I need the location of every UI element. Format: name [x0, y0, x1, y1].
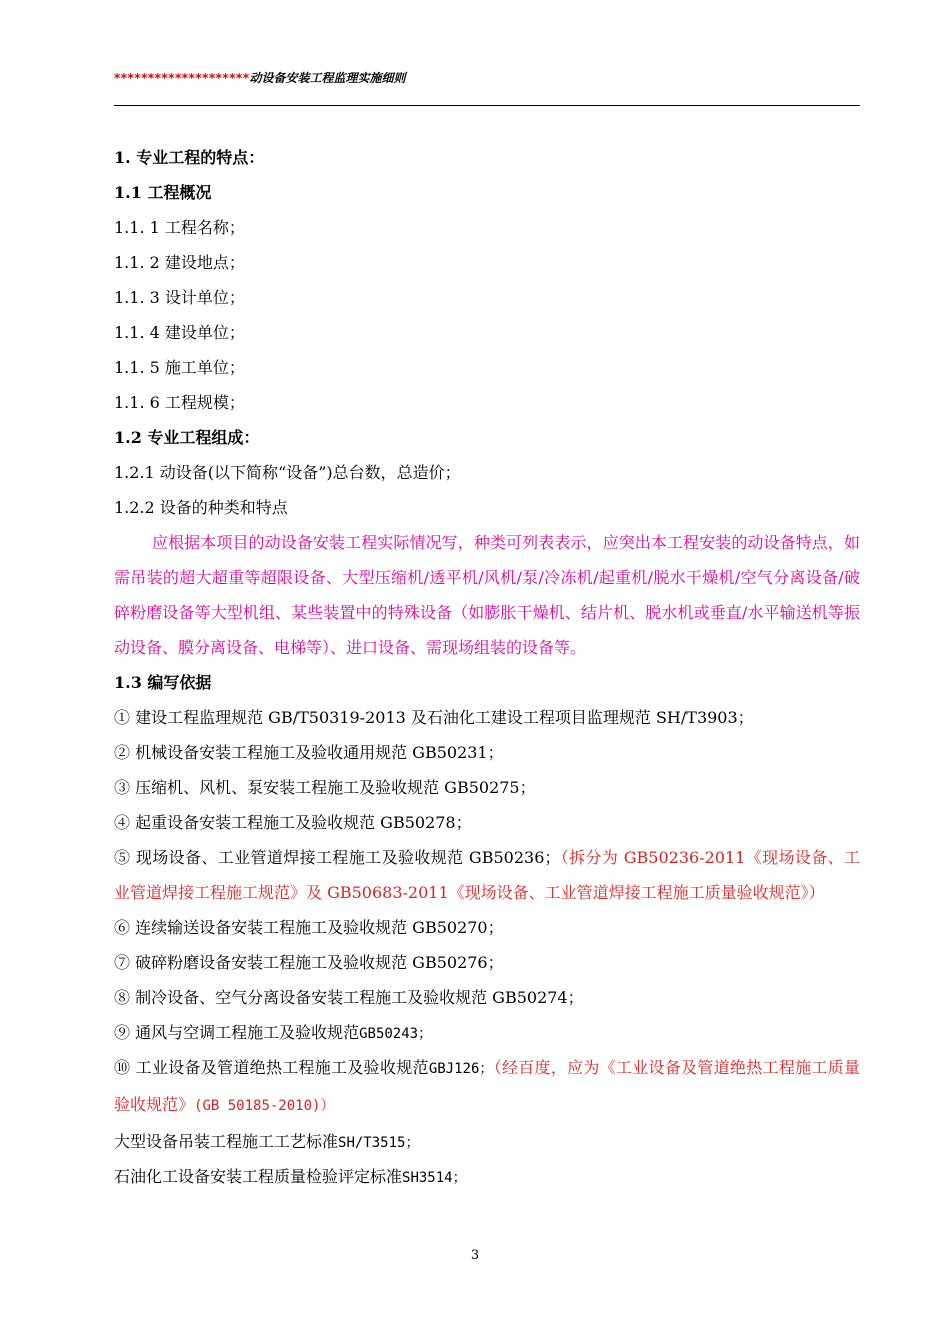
basis-item-12-code: SH3514；: [402, 1170, 467, 1186]
basis-item-10-note: （经百度，应为《工业设备及管道绝热工程施工质量验收规范》: [114, 1058, 860, 1114]
basis-item-8: ⑧ 制冷设备、空气分离设备安装工程施工及验收规范 GB50274；: [114, 988, 584, 1007]
heading-1-1: 1.1 工程概况: [114, 183, 212, 202]
basis-item-10-text: ⑩ 工业设备及管道绝热工程施工及验收规范: [114, 1058, 429, 1077]
basis-item-3: ③ 压缩机、风机、泵安装工程施工及验收规范 GB50275；: [114, 778, 536, 797]
basis-item-9: [114, 1015, 860, 1050]
heading-1-2: 1.2 专业工程组成：: [114, 428, 260, 447]
page-header: [114, 64, 860, 92]
item-1-2-1: 1.2.1 动设备(以下简称“设备”)总台数，总造价；: [114, 463, 461, 482]
basis-item-11-text: 大型设备吊装工程施工工艺标准: [114, 1132, 339, 1151]
basis-item-10-code: GBJ126；: [428, 1061, 494, 1077]
header-title: 动设备安装工程监理实施细则: [249, 71, 406, 85]
basis-item-9-text: ⑨ 通风与空调工程施工及验收规范: [114, 1023, 360, 1042]
item-1-1-4: 1.1. 4 建设单位；: [114, 323, 245, 342]
basis-item-10-note-code: (GB 50185-2010)）: [194, 1098, 335, 1114]
heading-1-3: 1.3 编写依据: [114, 673, 212, 692]
document-body: [114, 140, 860, 1194]
basis-item-7: ⑦ 破碎粉磨设备安装工程施工及验收规范 GB50276；: [114, 953, 504, 972]
basis-item-4: ④ 起重设备安装工程施工及验收规范 GB50278；: [114, 813, 472, 832]
basis-item-11-code: SH/T3515；: [338, 1135, 420, 1151]
basis-item-12: [114, 1159, 860, 1194]
basis-item-1: ① 建设工程监理规范 GB/T50319-2013 及石油化工建设工程项目监理规范 SH/T3903；: [114, 708, 754, 727]
item-1-1-6: 1.1. 6 工程规模；: [114, 393, 245, 412]
basis-item-5: [114, 840, 860, 910]
item-1-2-2: 1.2.2 设备的种类和特点: [114, 498, 288, 517]
basis-item-5-note: （拆分为 GB50236-2011《现场设备、工业管道焊接工程施工规范》及 GB50683-2011《现场设备、工业管道焊接工程施工质量验收规范》）: [114, 848, 860, 902]
basis-item-10: [114, 1050, 860, 1124]
basis-item-6: ⑥ 连续输送设备安装工程施工及验收规范 GB50270；: [114, 918, 504, 937]
basis-item-12-text: 石油化工设备安装工程质量检验评定标准: [114, 1167, 403, 1186]
note-equipment-types: 应根据本项目的动设备安装工程实际情况写，种类可列表表示，应突出本工程安装的动设备特点，如需吊装的超大超重等超限设备、大型压缩机/透平机/风机/泵/冷冻机/起重机/脱水干燥机/空气分离设备/破碎粉磨设备等大型机组、某些装置中的特殊设备（如膨胀干燥机、结片机、脱水机或垂直/水平输送机等振动设备、膜分离设备、电梯等）、进口设备、需现场组装的设备等。: [114, 533, 860, 657]
item-1-1-1: 1.1. 1 工程名称；: [114, 218, 245, 237]
item-1-1-5: 1.1. 5 施工单位；: [114, 358, 245, 377]
page-number: 3: [470, 1248, 480, 1263]
basis-item-2: ② 机械设备安装工程施工及验收通用规范 GB50231；: [114, 743, 504, 762]
header-stars: ********************: [114, 71, 250, 85]
item-1-1-2: 1.1. 2 建设地点；: [114, 253, 245, 272]
heading-1: 1. 专业工程的特点：: [114, 148, 265, 167]
item-1-1-3: 1.1. 3 设计单位；: [114, 288, 245, 307]
basis-item-5-text: ⑤ 现场设备、工业管道焊接工程施工及验收规范 GB50236；: [114, 848, 561, 867]
basis-item-11: [114, 1124, 860, 1159]
header-rule: [114, 105, 860, 106]
basis-item-9-code: GB50243；: [359, 1026, 433, 1042]
